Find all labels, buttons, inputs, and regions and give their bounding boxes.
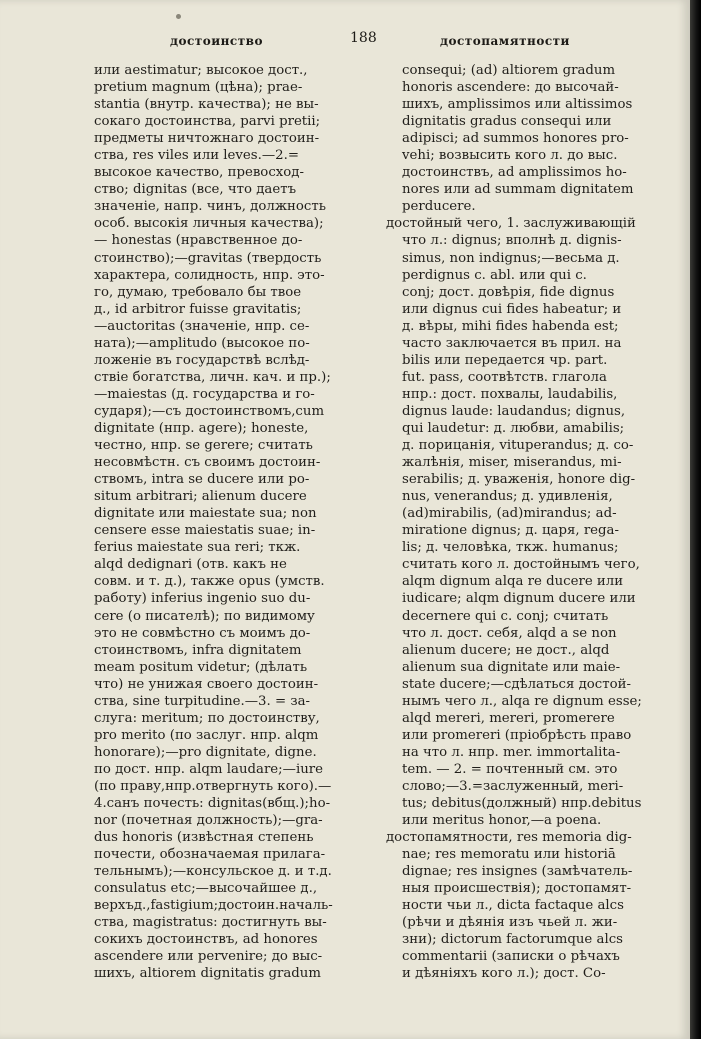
text-line: достопамятности, res memoria dig- xyxy=(386,830,632,846)
text-line: fut. pass, соотвѣтств. глагола xyxy=(402,369,607,385)
text-line: зни); dictorum factorumque alcs xyxy=(402,932,623,948)
text-line: lis; д. человѣка, ткж. humanus; xyxy=(402,540,619,556)
text-line: consequi; (ad) altiorem gradum xyxy=(402,63,616,78)
text-line: несовмѣстн. съ своимъ достоин- xyxy=(94,455,321,471)
text-line: (ad)mirabilis, (ad)mirandus; ad- xyxy=(402,506,617,522)
text-line: что) не унижая своего достоин- xyxy=(94,676,319,692)
text-line: —maiestas (д. государства и го- xyxy=(94,386,315,402)
text-line: pro merito (по заслуг. нпр. alqm xyxy=(94,727,319,743)
text-line: commentarii (записки о рѣчахъ xyxy=(402,949,620,965)
text-line: что л. дост. себя, alqd a se non xyxy=(402,625,617,641)
text-line: д. вѣры, mihi fides habenda est; xyxy=(402,318,619,334)
text-line: alqm dignum alqa re ducere или xyxy=(402,574,624,590)
text-line: perdignus c. abl. или qui c. xyxy=(402,267,587,283)
text-line: на что л. нпр. mer. immortalita- xyxy=(402,744,621,760)
text-line: ferius maiestate sua reri; ткж. xyxy=(94,540,301,556)
text-line: vehi; возвысить кого л. до выс. xyxy=(402,148,618,164)
text-line: нымъ чего л., alqa re dignum esse; xyxy=(402,693,642,709)
right-column xyxy=(386,62,664,983)
text-line: сударя);—съ достоинствомъ,cum xyxy=(94,403,325,419)
text-line: nae; res memoratu или historiā xyxy=(402,847,616,863)
text-line: nores или ad summam dignitatem xyxy=(402,182,634,198)
text-line: стоинство);—gravitas (твердость xyxy=(94,250,322,266)
text-line: ства, magistratus: достигнуть вы- xyxy=(94,915,327,931)
text-line: сокихъ достоинствъ, ad honores xyxy=(94,932,318,948)
text-line: слово;—3.=заслуженный, meri- xyxy=(402,778,624,794)
text-line: достойный чего, 1. заслуживающій xyxy=(386,216,636,232)
text-line: dignus laude: laudandus; dignus, xyxy=(402,403,626,419)
page-header xyxy=(0,30,690,50)
text-line: ствомъ, intra se ducere или po- xyxy=(94,472,310,488)
text-line: или aestimatur; высокое дост., xyxy=(94,63,308,78)
text-line: ства, sine turpitudine.—3. = за- xyxy=(94,693,311,709)
text-line: tem. — 2. = почтенный см. это xyxy=(402,761,618,777)
text-line: perducere. xyxy=(402,199,476,215)
text-line: serabilis; д. уваженія, honore dig- xyxy=(402,472,636,488)
text-line: честно, нпр. se gerere; считать xyxy=(94,438,313,454)
text-line: bilis или передается чр. part. xyxy=(402,352,608,368)
text-line: adipisci; ad summos honores pro- xyxy=(402,131,629,147)
text-line: д., id arbitror fuisse gravitatis; xyxy=(94,301,302,317)
text-line: decernere qui c. conj; считать xyxy=(402,608,609,624)
text-line: ложеніе въ государствѣ вслѣд- xyxy=(94,352,310,368)
text-line: conj; дост. довѣрія, fide dignus xyxy=(402,284,615,300)
text-line: особ. высокія личныя качества); xyxy=(94,216,324,232)
text-line: alqd dedignari (отв. какъ не xyxy=(94,557,287,573)
text-line: это не совмѣстно съ моимъ до- xyxy=(94,625,311,641)
text-line: alienum ducere; не дост., alqd xyxy=(402,642,610,658)
text-line: ныя происшествія); достопамят- xyxy=(402,881,632,897)
text-line: часто заключается въ прил. на xyxy=(402,335,622,351)
text-line: stantia (внутр. качества); не вы- xyxy=(94,97,319,113)
text-line: д. порицанія, vituperandus; д. со- xyxy=(402,438,634,454)
text-line: dignae; res insignes (замѣчатель- xyxy=(402,864,633,880)
book-edge xyxy=(690,0,701,1039)
text-line: почести, обозначаемая прилага- xyxy=(94,847,326,863)
text-line: miratione dignus; д. царя, rega- xyxy=(402,523,619,539)
text-line: высокое качество, превосход- xyxy=(94,165,304,181)
left-running-head: достоинство xyxy=(170,34,264,48)
text-line: (рѣчи и дѣянія изъ чьей л. жи- xyxy=(402,915,618,931)
text-line: censere esse maiestatis suae; in- xyxy=(94,523,316,539)
text-line: предметы ничтожнаго достоин- xyxy=(94,131,320,147)
left-column xyxy=(94,62,369,983)
text-line: (по праву,нпр.отвергнуть кого).— xyxy=(94,778,332,794)
text-line: жалѣнія, miser, miserandus, mi- xyxy=(402,455,622,471)
ink-speck xyxy=(176,14,181,19)
text-line: слуга: meritum; по достоинству, xyxy=(94,710,320,726)
text-line: —auctoritas (значеніе, нпр. се- xyxy=(94,318,310,334)
text-line: шихъ, amplissimos или altissimos xyxy=(402,97,633,113)
text-line: dignitate или maiestate sua; non xyxy=(94,506,317,522)
text-line: верхъд.,fastigium;достоин.началь- xyxy=(94,898,333,914)
text-line: ната);—amplitudo (высокое по- xyxy=(94,335,310,351)
text-line: нпр.: дост. похвалы, laudabilis, xyxy=(402,386,618,402)
text-line: meam positum videtur; (дѣлать xyxy=(94,659,308,675)
text-line: ства, res viles или leves.—2.= xyxy=(94,148,299,164)
text-line: alqd mereri, mereri, promerere xyxy=(402,710,615,726)
text-line: ности чьи л., dicta factaque alcs xyxy=(402,898,624,914)
text-line: совм. и т. д.), также opus (умств. xyxy=(94,574,325,590)
text-line: pretium magnum (цѣна); prae- xyxy=(94,80,303,96)
text-line: dignitate (нпр. agere); honeste, xyxy=(94,420,309,436)
text-line: — honestas (нравственное до- xyxy=(94,233,303,249)
text-line: alienum sua dignitate или maie- xyxy=(402,659,621,675)
text-line: характера, солидность, нпр. это- xyxy=(94,267,325,283)
page-number: 188 xyxy=(350,30,377,46)
text-line: го, думаю, требовало бы твое xyxy=(94,284,302,300)
text-line: и дѣяніяхъ кого л.); дост. Со- xyxy=(402,966,606,982)
text-line: сокаго достоинства, parvi pretii; xyxy=(94,114,321,130)
text-line: iudicare; alqm dignum ducere или xyxy=(402,591,636,607)
text-line: стоинствомъ, infra dignitatem xyxy=(94,642,302,658)
text-line: honorare);—pro dignitate, digne. xyxy=(94,744,317,760)
text-line: ство; dignitas (все, что даетъ xyxy=(94,182,297,198)
text-line: honoris ascendere: до высочай- xyxy=(402,80,619,96)
text-line: consulatus etc;—высочайшее д., xyxy=(94,881,318,897)
text-line: nus, venerandus; д. удивленія, xyxy=(402,489,613,505)
text-line: ascendere или pervenire; до выс- xyxy=(94,949,323,965)
text-line: situm arbitrari; alienum ducere xyxy=(94,489,307,505)
text-line: tus; debitus(должный) нпр.debitus xyxy=(402,796,642,812)
text-line: или promereri (пріобрѣсть право xyxy=(402,727,632,743)
text-line: значеніе, напр. чинъ, должность xyxy=(94,199,326,215)
text-line: nor (почетная должность);—gra- xyxy=(94,813,323,829)
text-line: dignitatis gradus consequi или xyxy=(402,114,612,130)
text-line: state ducere;—сдѣлаться достой- xyxy=(402,676,631,692)
text-line: simus, non indignus;—весьма д. xyxy=(402,250,620,266)
text-line: или dignus cui fides habeatur; и xyxy=(402,301,622,317)
text-line: шихъ, altiorem dignitatis gradum xyxy=(94,966,321,982)
right-running-head: достопамятности xyxy=(440,34,570,48)
text-line: ствіе богатства, личн. кач. и пр.); xyxy=(94,369,331,385)
text-line: cere (о писателѣ); по видимому xyxy=(94,608,315,624)
text-line: 4.санъ почесть: dignitas(вбщ.);ho- xyxy=(94,796,331,812)
text-line: или meritus honor,—a poena. xyxy=(402,813,602,829)
text-line: qui laudetur: д. любви, amabilis; xyxy=(402,420,625,436)
text-line: достоинствъ, ad amplissimos ho- xyxy=(402,165,627,181)
text-line: что л.: dignus; вполнѣ д. dignis- xyxy=(402,233,622,249)
text-line: тельнымъ);—консульское д. и т.д. xyxy=(94,864,332,880)
text-line: dus honoris (извѣстная степень xyxy=(94,830,314,846)
text-line: по дост. нпр. alqm laudare;—iure xyxy=(94,761,323,777)
text-line: работу) inferius ingenio suo du- xyxy=(94,591,311,607)
text-line: считать кого л. достойнымъ чего, xyxy=(402,557,640,573)
